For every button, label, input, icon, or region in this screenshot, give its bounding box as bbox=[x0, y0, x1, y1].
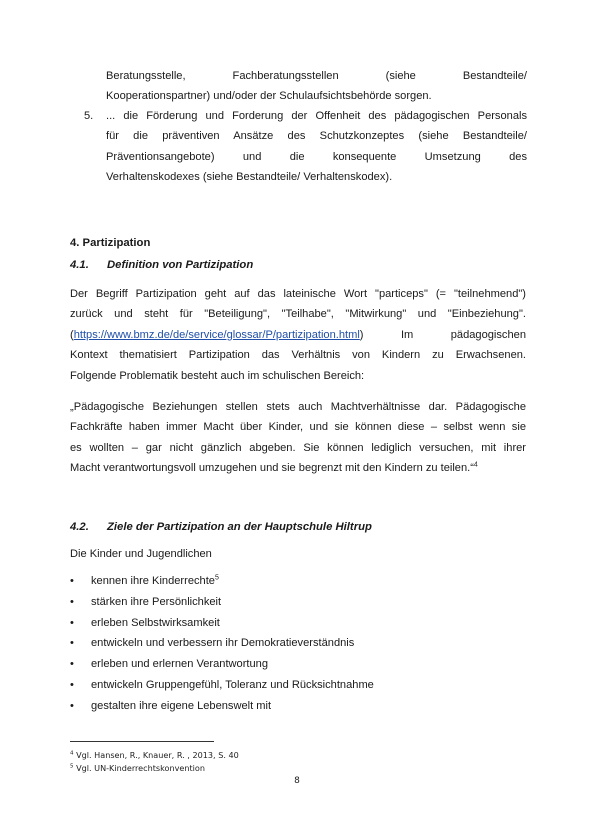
list-item bbox=[70, 696, 526, 717]
list-item-text: erleben und erlernen Verantwortung bbox=[91, 658, 269, 671]
list-item-text: stärken ihre Persönlichkeit bbox=[91, 595, 222, 608]
definition-paragraph bbox=[70, 284, 526, 386]
text-line: zurück und steht für "Beteiligung", "Teilhabe", "Mitwirkung" und "Einbeziehung". bbox=[70, 308, 526, 321]
text-fragment: ) Im pädagogischen bbox=[359, 328, 526, 341]
bullet-icon: • bbox=[70, 616, 74, 629]
subsection-heading-4-1 bbox=[70, 259, 253, 271]
bullet-icon: • bbox=[70, 637, 74, 650]
subsection-title: Ziele der Partizipation an der Hauptschule Hiltrup bbox=[107, 521, 372, 533]
list-item-text: gestalten ihre eigene Lebenswelt mit bbox=[91, 699, 272, 712]
subsection-number: 4.1. bbox=[70, 259, 89, 271]
text-line: Beratungsstelle, Fachberatungsstellen (siehe Bestandteile/ bbox=[106, 70, 527, 82]
glossary-link[interactable]: https://www.bmz.de/de/service/glossar/P/partizipation.html bbox=[73, 328, 360, 341]
list-item bbox=[70, 675, 526, 696]
paren-open: ( bbox=[70, 328, 74, 341]
list-item bbox=[70, 592, 526, 613]
text-line: Folgende Problematik besteht auch im schulischen Bereich: bbox=[70, 369, 365, 382]
footnote-text: Vgl. Hansen, R., Knauer, R. , 2013, S. 40 bbox=[76, 750, 239, 760]
text-fragment: Macht verantwortungsvoll umzugehen und sie begrenzt mit den Kindern zu teilen.“ bbox=[70, 462, 474, 475]
text-line: Kooperationspartner) und/oder der Schulaufsichtsbehörde sorgen. bbox=[106, 90, 432, 103]
footnote-ref: 4 bbox=[473, 461, 478, 469]
footnote-number: 4 bbox=[70, 750, 74, 757]
list-item-5 bbox=[106, 106, 527, 188]
bullet-icon: • bbox=[70, 678, 74, 691]
bullet-icon: • bbox=[70, 595, 74, 608]
subsection-heading-4-2 bbox=[70, 521, 372, 533]
text-line: es wollten – gar nicht gänzlich abgeben. Sie können lediglich versuchen, mit ihrer bbox=[70, 441, 526, 454]
list-item bbox=[70, 571, 526, 592]
list-item-text: erleben Selbstwirksamkeit bbox=[91, 616, 220, 629]
list-item-number: 5. bbox=[84, 110, 94, 122]
list-item-text: entwickeln und verbessern ihr Demokratieverständnis bbox=[91, 637, 355, 650]
section-heading: 4. Partizipation bbox=[70, 237, 151, 249]
text-line bbox=[70, 458, 526, 478]
list-item bbox=[70, 613, 526, 634]
footnote-number: 5 bbox=[70, 763, 74, 770]
list-item-continuation bbox=[106, 66, 527, 107]
list-item-text: kennen ihre Kinderrechte bbox=[91, 575, 215, 587]
list-item bbox=[70, 633, 526, 654]
text-line: Der Begriff Partizipation geht auf das lateinische Wort "particeps" (= "teilnehmend") bbox=[70, 288, 526, 300]
list-item bbox=[70, 654, 526, 675]
text-line: ... die Förderung und Forderung der Offenheit des pädagogischen Personals bbox=[106, 110, 527, 122]
page-number: 8 bbox=[294, 776, 300, 786]
footnote-4 bbox=[70, 749, 239, 761]
list-item-text: entwickeln Gruppengefühl, Toleranz und Rücksichtnahme bbox=[91, 678, 374, 691]
quote-paragraph bbox=[70, 397, 526, 479]
footnote-5 bbox=[70, 762, 205, 774]
footnote-text: Vgl. UN-Kinderrechtskonvention bbox=[76, 763, 206, 773]
goals-list bbox=[70, 571, 526, 717]
text-line bbox=[70, 325, 526, 345]
footnote-divider bbox=[70, 741, 214, 742]
bullet-icon: • bbox=[70, 575, 74, 587]
subsection-title: Definition von Partizipation bbox=[107, 259, 254, 271]
footnote-ref: 5 bbox=[214, 574, 219, 582]
text-line: „Pädagogische Beziehungen stellen stets auch Machtverhältnisse dar. Pädagogische bbox=[70, 401, 526, 413]
text-line: Kontext thematisiert Partizipation das Verhältnis von Kindern zu Erwachsenen. bbox=[70, 349, 526, 362]
bullet-icon: • bbox=[70, 658, 74, 671]
text-line: für die präventiven Ansätze des Schutzkonzeptes (siehe Bestandteile/ bbox=[106, 130, 527, 143]
subsection-number: 4.2. bbox=[70, 521, 89, 533]
text-line: Fachkräfte haben immer Macht über Kinder, und sie können diese – selbst wenn sie bbox=[70, 421, 526, 434]
list-intro: Die Kinder und Jugendlichen bbox=[70, 548, 212, 560]
text-line: Präventionsangebote) und die konsequente Umsetzung des bbox=[106, 150, 527, 163]
bullet-icon: • bbox=[70, 699, 74, 712]
text-line: Verhaltenskodexes (siehe Bestandteile/ Verhaltenskodex). bbox=[106, 171, 393, 184]
